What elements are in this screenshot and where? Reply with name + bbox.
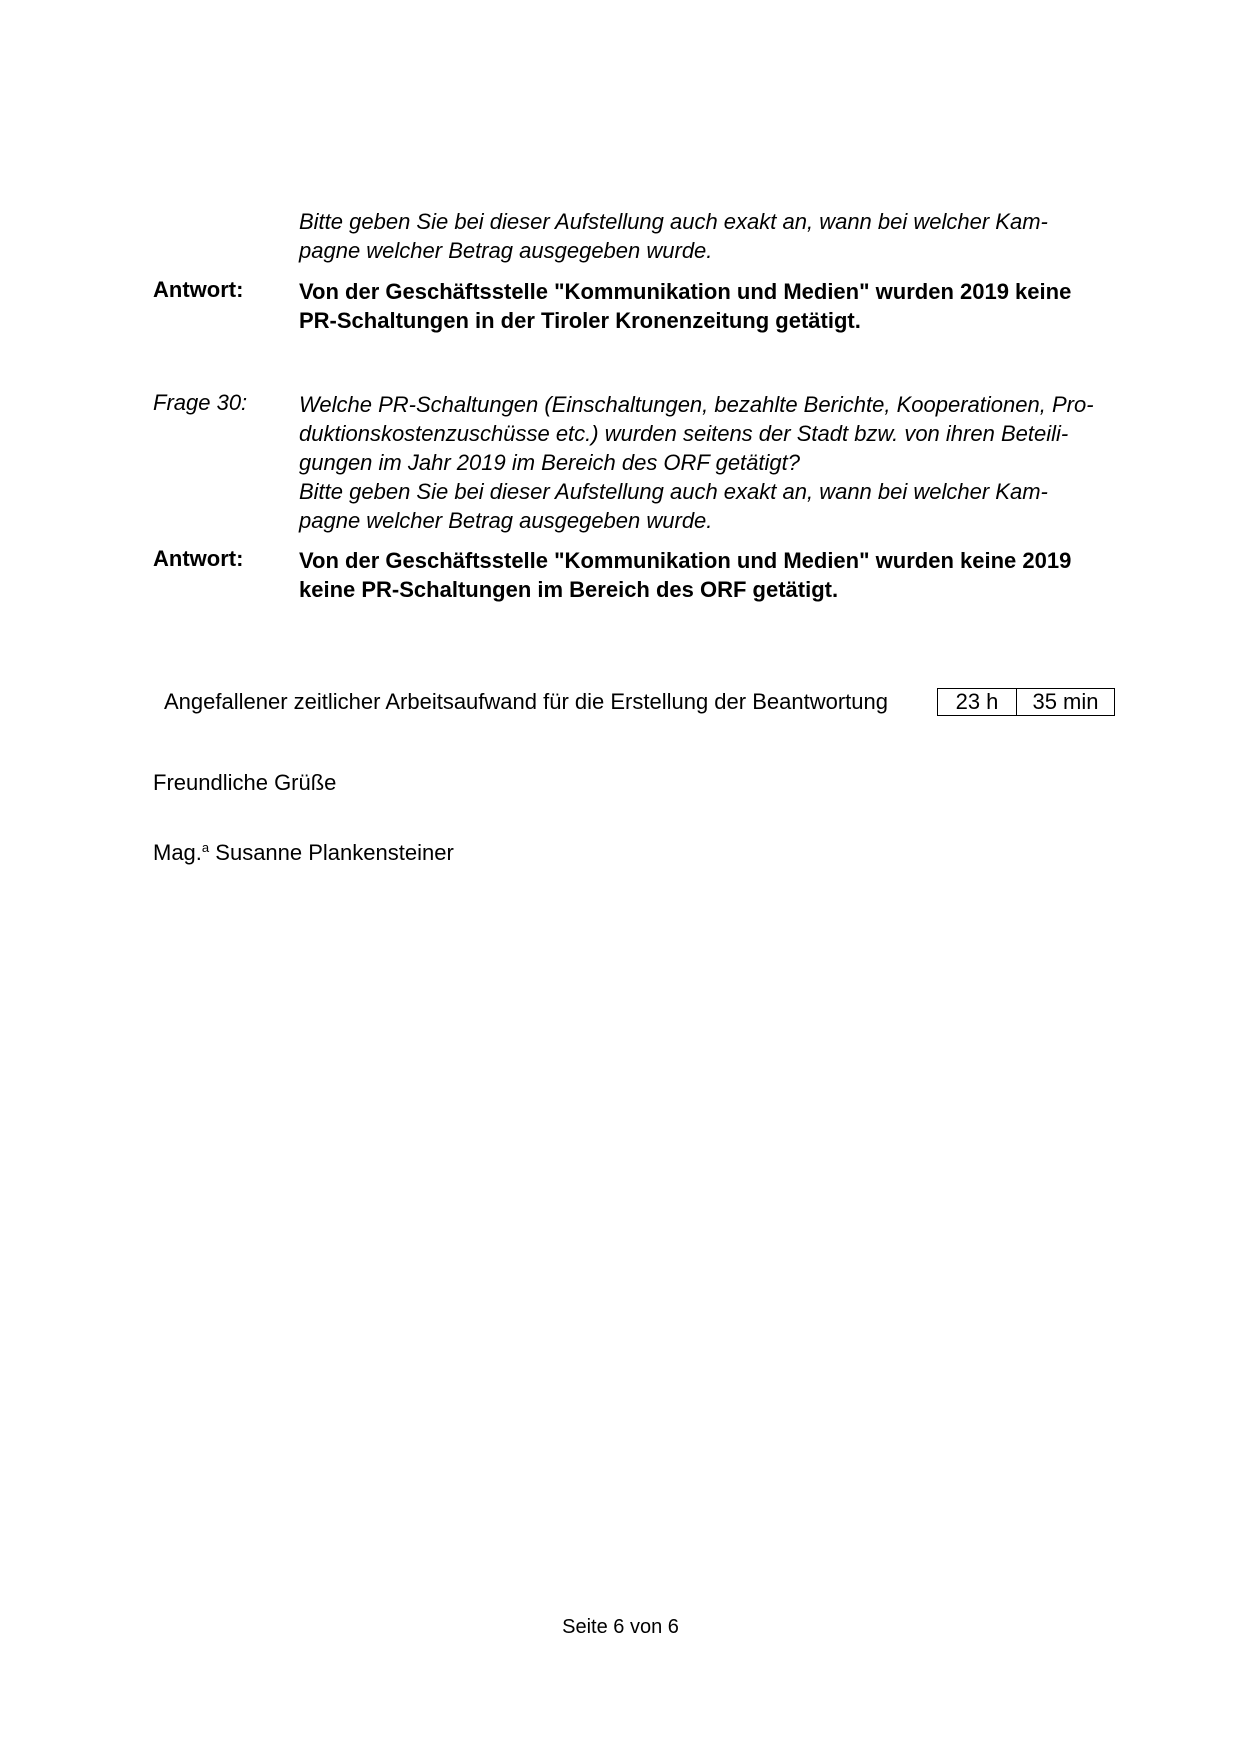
signature-name-line: [153, 840, 454, 866]
question-30-line: gungen im Jahr 2019 im Bereich des ORF getätigt?: [299, 450, 800, 475]
answer-30: [153, 546, 1133, 604]
effort-minutes: 35 min: [1032, 689, 1099, 714]
effort-hours: 23 h: [938, 689, 1017, 715]
page-number: Seite 6 von 6: [562, 1616, 679, 1638]
answer-29-line: Von der Geschäftsstelle "Kommunikation und Medien" wurden 2019 keine: [299, 279, 1072, 304]
answer-29: [153, 277, 1133, 335]
signature-name: Susanne Plankensteiner: [215, 840, 454, 865]
answer-30-line: keine PR-Schaltungen im Bereich des ORF getätigt.: [299, 577, 839, 602]
answer-30-line: Von der Geschäftsstelle "Kommunikation und Medien" wurden keine 2019: [299, 548, 1072, 573]
question-30-line: Bitte geben Sie bei dieser Aufstellung auch exakt an, wann bei welcher Kam-: [299, 479, 1048, 504]
effort-table: [937, 688, 1115, 716]
answer-29-line: PR-Schaltungen in der Tiroler Kronenzeitung getätigt.: [299, 308, 861, 333]
effort-row: [164, 688, 1115, 716]
question-30-line: Welche PR-Schaltungen (Einschaltungen, bezahlte Berichte, Kooperationen, Pro-: [299, 392, 1094, 417]
question-30: [153, 390, 1133, 535]
question-30-line: duktionskostenzuschüsse etc.) wurden seitens der Stadt bzw. von ihren Beteili-: [299, 421, 1069, 446]
question-30-line: pagne welcher Betrag ausgegeben wurde.: [299, 508, 713, 533]
signature-title-sup: a: [201, 840, 210, 855]
closing-greeting: Freundliche Grüße: [153, 770, 337, 795]
signature-title: Mag.: [153, 840, 202, 865]
effort-label: Angefallener zeitlicher Arbeitsaufwand für die Erstellung der Beantwortung: [164, 689, 888, 714]
answer-29-label: Antwort:: [153, 277, 244, 302]
answer-30-label: Antwort:: [153, 546, 244, 571]
question-29-line: Bitte geben Sie bei dieser Aufstellung auch exakt an, wann bei welcher Kam-: [299, 209, 1048, 234]
question-30-label: Frage 30:: [153, 390, 248, 415]
question-29-label-spacer: [153, 207, 299, 265]
question-29-tail: [153, 207, 1133, 265]
question-29-line: pagne welcher Betrag ausgegeben wurde.: [299, 238, 713, 263]
